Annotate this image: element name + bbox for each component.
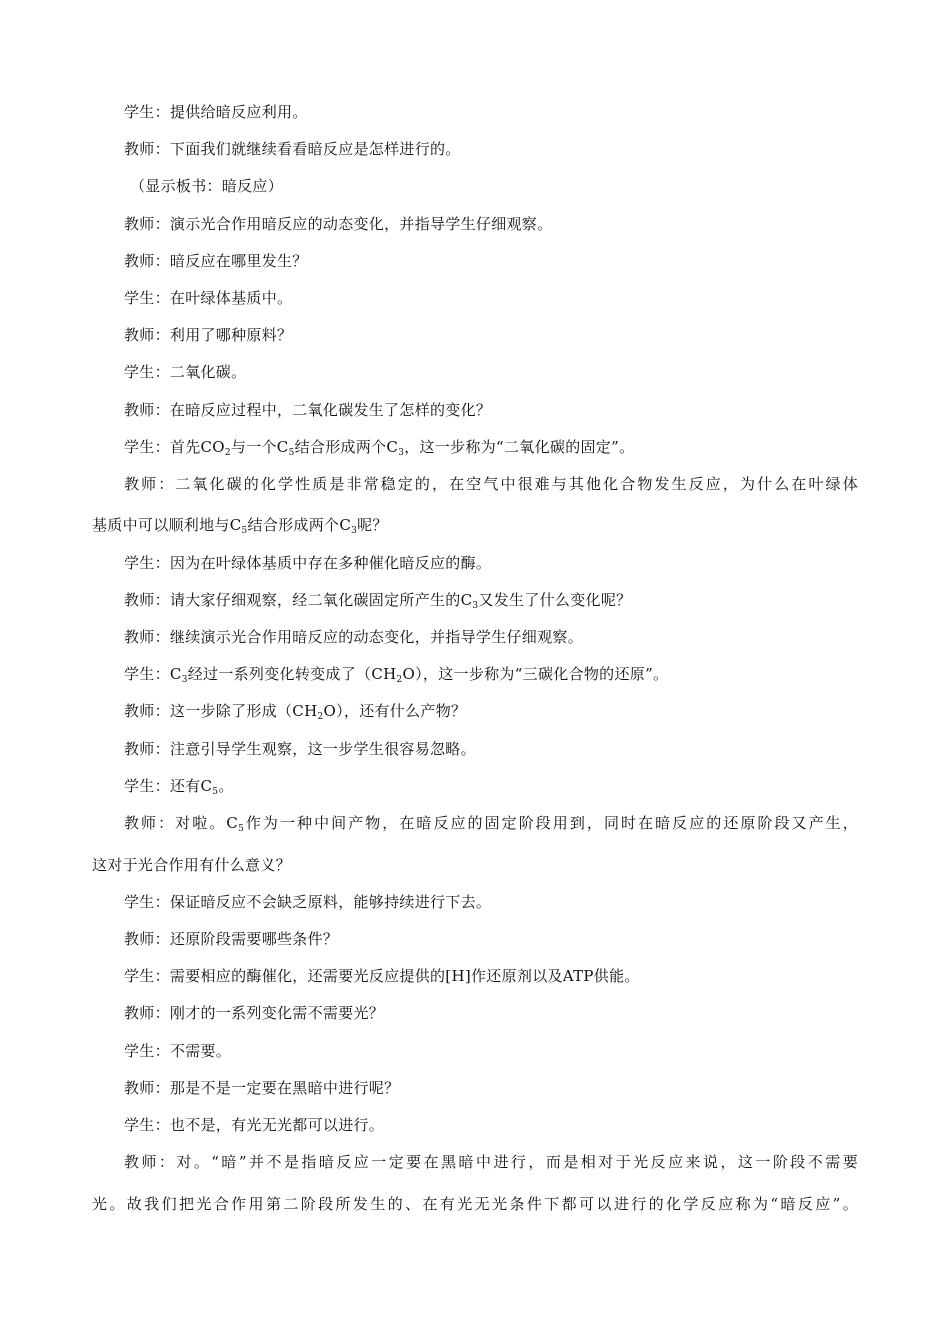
dialogue-line: 教师：在暗反应过程中，二氧化碳发生了怎样的变化？ — [124, 401, 492, 419]
dialogue-line: 教师：下面我们就继续看看暗反应是怎样进行的。 — [124, 140, 461, 158]
dialogue-line: 学生：还有$C_5$。 — [124, 777, 234, 797]
dialogue-line: 教师：暗反应在哪里发生？ — [124, 252, 308, 270]
dialogue-line: 学生：在叶绿体基质中。 — [124, 289, 293, 307]
dialogue-line: 教师：请大家仔细观察，经二氧化碳固定所产生的$C_3$又发生了什么变化呢？ — [124, 591, 632, 611]
dialogue-line: 学生：提供给暗反应利用。 — [124, 103, 308, 121]
dialogue-line: 教师：对。“暗”并不是指暗反应一定要在黑暗中进行，而是相对于光反应来说，这一阶段不需要 — [124, 1153, 858, 1171]
dialogue-line: 教师：注意引导学生观察，这一步学生很容易忽略。 — [124, 740, 476, 758]
dialogue-line: 教师：演示光合作用暗反应的动态变化，并指导学生仔细观察。 — [124, 215, 553, 233]
dialogue-line: 教师：二氧化碳的化学性质是非常稳定的，在空气中很难与其他化合物发生反应，为什么在叶绿体 — [124, 475, 858, 493]
dialogue-line: 学生：不需要。 — [124, 1042, 232, 1060]
dialogue-line: 学生：需要相应的酶催化，还需要光反应提供的[H]作还原剂以及ATP供能。 — [124, 967, 640, 985]
dialogue-line: 教师：利用了哪种原料？ — [124, 326, 293, 344]
dialogue-line-continuation: 这对于光合作用有什么意义？ — [92, 856, 291, 874]
dialogue-line: 教师：对啦。$C_5$作为一种中间产物，在暗反应的固定阶段用到，同时在暗反应的还原阶段又产生， — [124, 814, 858, 834]
dialogue-line: 教师：这一步除了形成$(CH_2O)$，还有什么产物？ — [124, 702, 467, 722]
dialogue-line: 教师：还原阶段需要哪些条件？ — [124, 930, 339, 948]
dialogue-line: 教师：那是不是一定要在黑暗中进行呢？ — [124, 1079, 400, 1097]
dialogue-line-continuation: 基质中可以顺利地与$C_5$结合形成两个$C_3$呢？ — [92, 516, 388, 536]
dialogue-line: 学生：首先$CO_2$与一个$C_5$结合形成两个$C_3$，这一步称为“二氧化碳的固定”。 — [124, 438, 635, 458]
dialogue-line: 学生：二氧化碳。 — [124, 363, 247, 381]
dialogue-line: 教师：刚才的一系列变化需不需要光？ — [124, 1004, 385, 1022]
dialogue-line: 学生：保证暗反应不会缺乏原料，能够持续进行下去。 — [124, 893, 492, 911]
dialogue-line: 学生：$C_3$经过一系列变化转变成了$(CH_2O)$，这一步称为“三碳化合物的还原”。 — [124, 665, 669, 685]
dialogue-line: 学生：也不是，有光无光都可以进行。 — [124, 1116, 385, 1134]
dialogue-line: 教师：继续演示光合作用暗反应的动态变化，并指导学生仔细观察。 — [124, 628, 584, 646]
blackboard-note: （显示板书：暗反应） — [130, 177, 284, 195]
dialogue-line-continuation: 光。故我们把光合作用第二阶段所发生的、在有光无光条件下都可以进行的化学反应称为“暗反应”。 — [92, 1195, 858, 1213]
dialogue-line: 学生：因为在叶绿体基质中存在多种催化暗反应的酶。 — [124, 554, 492, 572]
